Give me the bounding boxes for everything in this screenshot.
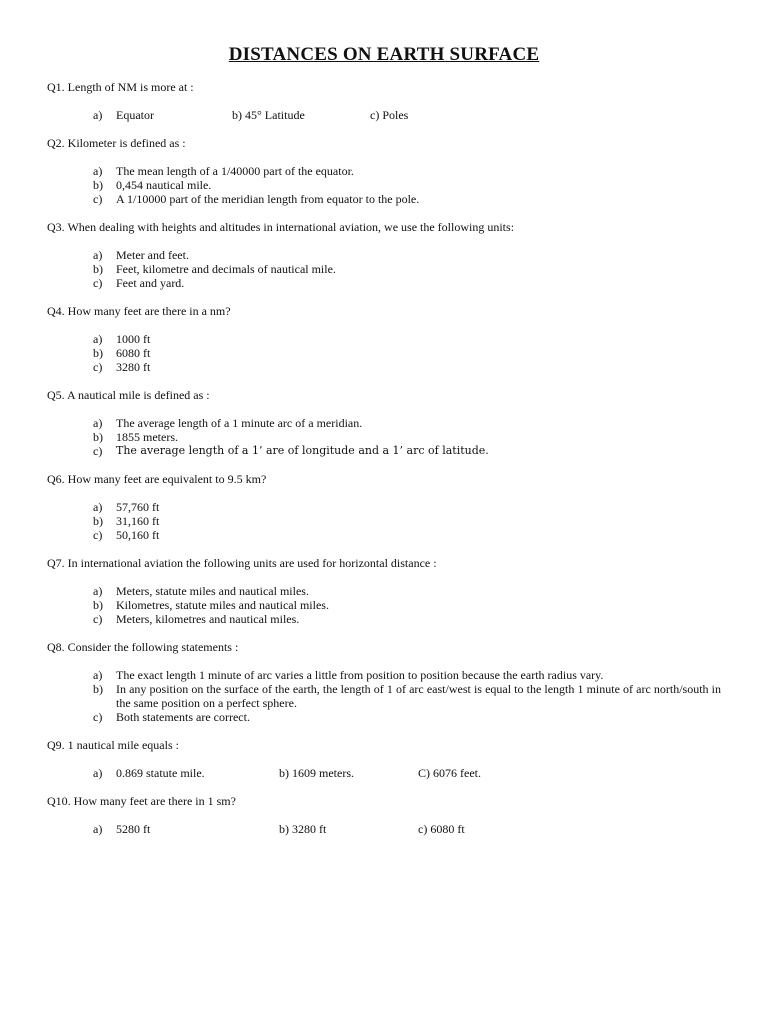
q9-option-a: 0.869 statute mile. bbox=[116, 766, 205, 780]
q2-option-c bbox=[93, 192, 721, 206]
q7-option-a bbox=[93, 584, 721, 598]
question-10: Q10. How many feet are there in 1 sm? bbox=[47, 794, 236, 808]
option-text: 50,160 ft bbox=[116, 528, 160, 542]
option-text: 3280 ft bbox=[116, 360, 151, 374]
question-1: Q1. Length of NM is more at : bbox=[47, 80, 194, 94]
option-label: b) bbox=[93, 346, 103, 360]
question-7: Q7. In international aviation the following units are used for horizontal distance : bbox=[47, 556, 437, 570]
q6-option-b bbox=[93, 514, 721, 528]
q1-option-a: Equator bbox=[116, 108, 154, 122]
option-label: a) bbox=[93, 332, 103, 346]
q3-option-a bbox=[93, 248, 721, 262]
q4-option-a bbox=[93, 332, 721, 346]
q6-option-c bbox=[93, 528, 721, 542]
option-text: In any position on the surface of the earth, the length of 1 of arc east/west is equal to the length 1 minute of arc north/south in the same position on a perfect sphere. bbox=[116, 682, 721, 710]
q5-option-b bbox=[93, 430, 721, 444]
q2-option-b bbox=[93, 178, 721, 192]
option-label: b) bbox=[93, 682, 103, 696]
option-text: 31,160 ft bbox=[116, 514, 160, 528]
option-label: a) bbox=[93, 500, 103, 514]
q3-option-c bbox=[93, 276, 721, 290]
option-text: Kilometres, statute miles and nautical miles. bbox=[116, 598, 329, 612]
option-text: The average length of a 1 minute arc of a meridian. bbox=[116, 416, 363, 430]
option-label: c) bbox=[93, 192, 103, 206]
option-label: a) bbox=[93, 248, 103, 262]
question-2: Q2. Kilometer is defined as : bbox=[47, 136, 186, 150]
q9-option-a-label: a) bbox=[93, 766, 103, 780]
option-label: b) bbox=[93, 262, 103, 276]
q8-option-c bbox=[93, 710, 721, 724]
option-text: Meters, statute miles and nautical miles. bbox=[116, 584, 309, 598]
q10-option-a-label: a) bbox=[93, 822, 103, 836]
option-text: Meters, kilometres and nautical miles. bbox=[116, 612, 300, 626]
q7-option-b bbox=[93, 598, 721, 612]
q1-option-c: c) Poles bbox=[370, 108, 409, 122]
option-text: 57,760 ft bbox=[116, 500, 160, 514]
q1-option-b: b) 45° Latitude bbox=[232, 108, 305, 122]
q8-option-a bbox=[93, 668, 721, 682]
question-9: Q9. 1 nautical mile equals : bbox=[47, 738, 179, 752]
option-text: Feet and yard. bbox=[116, 276, 185, 290]
q6-option-a bbox=[93, 500, 721, 514]
q7-option-c bbox=[93, 612, 721, 626]
q8-option-b bbox=[93, 682, 721, 710]
option-label: b) bbox=[93, 514, 103, 528]
option-text: Meter and feet. bbox=[116, 248, 189, 262]
option-label: c) bbox=[93, 444, 103, 458]
question-3: Q3. When dealing with heights and altitudes in international aviation, we use the following units: bbox=[47, 220, 515, 234]
option-label: c) bbox=[93, 276, 103, 290]
option-label: b) bbox=[93, 598, 103, 612]
option-label: a) bbox=[93, 584, 103, 598]
option-text: The exact length 1 minute of arc varies a little from position to position because the earth radius vary. bbox=[116, 668, 604, 682]
q9-option-c: C) 6076 feet. bbox=[418, 766, 481, 780]
option-label: c) bbox=[93, 528, 103, 542]
option-text: A 1/10000 part of the meridian length from equator to the pole. bbox=[116, 192, 420, 206]
option-label: a) bbox=[93, 668, 103, 682]
q9-option-b: b) 1609 meters. bbox=[279, 766, 354, 780]
page-title: DISTANCES ON EARTH SURFACE bbox=[228, 44, 540, 65]
question-8: Q8. Consider the following statements : bbox=[47, 640, 239, 654]
option-label: c) bbox=[93, 612, 103, 626]
q4-option-b bbox=[93, 346, 721, 360]
q10-option-c: c) 6080 ft bbox=[418, 822, 465, 836]
option-text: 1000 ft bbox=[116, 332, 151, 346]
q5-option-a bbox=[93, 416, 721, 430]
option-label: a) bbox=[93, 416, 103, 430]
option-text: 1855 meters. bbox=[116, 430, 178, 444]
option-text: The average length of a 1’ are of longitude and a 1’ arc of latitude. bbox=[116, 444, 489, 457]
q2-option-a bbox=[93, 164, 721, 178]
option-text: Feet, kilometre and decimals of nautical mile. bbox=[116, 262, 336, 276]
option-text: 0,454 nautical mile. bbox=[116, 178, 212, 192]
option-text: Both statements are correct. bbox=[116, 710, 250, 724]
question-5: Q5. A nautical mile is defined as : bbox=[47, 388, 210, 402]
option-label: b) bbox=[93, 178, 103, 192]
option-label: a) bbox=[93, 164, 103, 178]
q10-option-b: b) 3280 ft bbox=[279, 822, 327, 836]
option-text: 6080 ft bbox=[116, 346, 151, 360]
option-label: c) bbox=[93, 360, 103, 374]
question-6: Q6. How many feet are equivalent to 9.5 km? bbox=[47, 472, 267, 486]
question-4: Q4. How many feet are there in a nm? bbox=[47, 304, 231, 318]
q10-option-a: 5280 ft bbox=[116, 822, 151, 836]
q4-option-c bbox=[93, 360, 721, 374]
option-text: The mean length of a 1/40000 part of the equator. bbox=[116, 164, 354, 178]
q1-option-a-label: a) bbox=[93, 108, 103, 122]
option-label: c) bbox=[93, 710, 103, 724]
option-label: b) bbox=[93, 430, 103, 444]
q3-option-b bbox=[93, 262, 721, 276]
q5-option-c bbox=[93, 444, 721, 458]
